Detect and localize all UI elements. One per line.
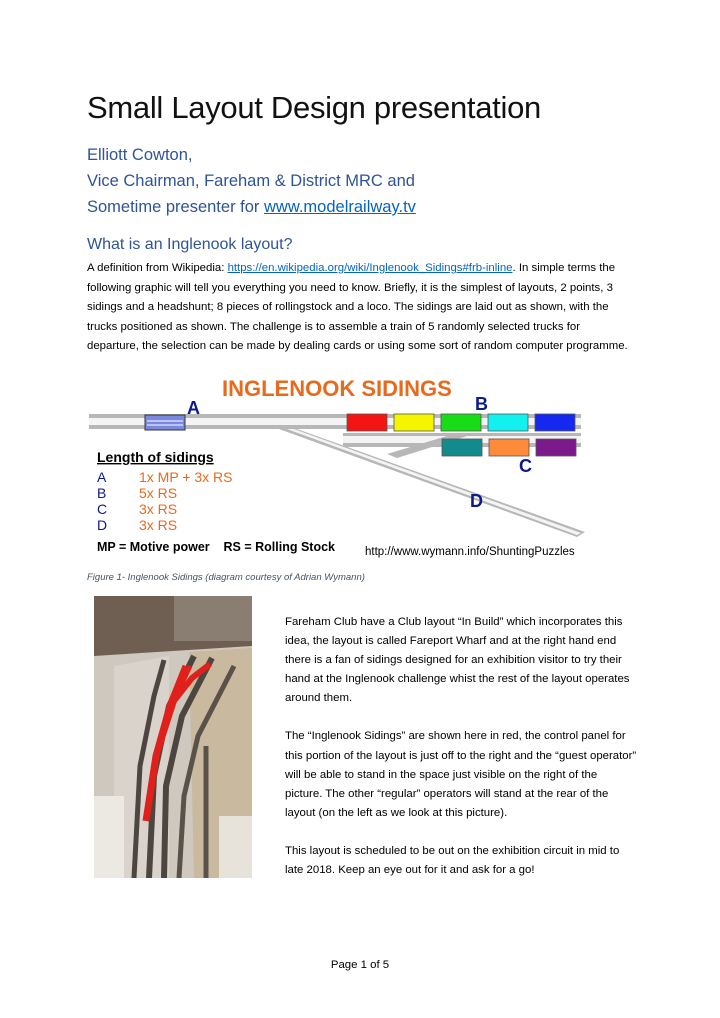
presenter-prefix: Sometime presenter for: [87, 198, 264, 216]
siding-c-wagon-2: [489, 439, 529, 456]
layout-photo: [94, 596, 252, 878]
legend-title: Length of sidings: [97, 449, 214, 465]
legend-key-a: A: [97, 469, 107, 485]
label-a: A: [187, 398, 200, 418]
author-name: Elliott Cowton,: [87, 146, 193, 164]
paragraph-2: The “Inglenook Sidings” are shown here in red, the control panel for this portion of the layout is just off to the right and the “guest operator” will be able to stand in the space just visible on the right of the picture. The other “regular” operators will stand at the rear of the layout (on the left as we look at this picture).: [285, 730, 637, 819]
siding-b-wagon-3: [441, 414, 481, 431]
inglenook-diagram: [87, 374, 592, 560]
legend: [97, 469, 233, 533]
diagram-title: INGLENOOK SIDINGS: [222, 376, 452, 401]
legend-key-c: C: [97, 501, 108, 517]
intro-rest: . In simple terms the following graphic will tell you everything you need to know. Briefly, it is the simplest of layouts, 2 points, 3 sidings and a headshunt; 8 pieces of rollingstock and a loco. The sidings are laid out as shown, with the trucks positioned as shown. The challenge is to assemble a train of 5 randomly selected trucks for departure, the selection can be made by dealing cards or using some sort of random computer programme.: [87, 262, 628, 353]
siding-c-wagons: [442, 439, 576, 456]
paragraph-3: This layout is scheduled to be out on the exhibition circuit in mid to late 2018. Keep an eye out for it and ask for a go!: [285, 844, 620, 877]
legend-key-d: D: [97, 517, 108, 533]
intro-prefix: A definition from Wikipedia:: [87, 262, 228, 274]
siding-c-wagon-1: [442, 439, 482, 456]
page-title: Small Layout Design presentation: [87, 90, 541, 125]
figure-caption: Figure 1- Inglenook Sidings (diagram courtesy of Adrian Wymann): [87, 572, 365, 583]
siding-b-wagon-4: [488, 414, 528, 431]
legend-value-a: 1x MP + 3x RS: [139, 469, 233, 485]
siding-b-wagon-2: [394, 414, 434, 431]
legend-key-b: B: [97, 485, 107, 501]
description-text: [285, 613, 637, 899]
label-b: B: [475, 394, 488, 414]
legend-value-c: 3x RS: [139, 501, 178, 517]
diagram-footnote: MP = Motive power RS = Rolling Stock: [97, 540, 336, 554]
wikipedia-link[interactable]: https://en.wikipedia.org/wiki/Inglenook_Sidings#frb-inline: [227, 262, 513, 274]
page-footer: Page 1 of 5: [330, 959, 390, 971]
label-d: D: [470, 491, 483, 511]
siding-b-wagons: [347, 414, 575, 431]
legend-value-d: 3x RS: [139, 517, 178, 533]
modelrailway-link[interactable]: www.modelrailway.tv: [264, 198, 416, 216]
label-c: C: [519, 456, 532, 476]
siding-b-wagon-1: [347, 414, 387, 431]
author-presenter: [87, 198, 416, 217]
paragraph-1: Fareham Club have a Club layout “In Build” which incorporates this idea, the layout is called Fareport Wharf and at the right hand end there is a fan of sidings designed for an exhibition visitor to try their hand at the Inglenook challenge whist the rest of the layout operates around them.: [285, 616, 630, 705]
loco: [145, 415, 185, 430]
siding-b-wagon-5: [535, 414, 575, 431]
diagram-url: http://www.wymann.info/ShuntingPuzzles: [365, 546, 575, 558]
section-heading: What is an Inglenook layout?: [87, 236, 293, 253]
intro-paragraph: [87, 259, 635, 357]
author-role: Vice Chairman, Fareham & District MRC and: [87, 172, 415, 190]
siding-c-wagon-3: [536, 439, 576, 456]
legend-value-b: 5x RS: [139, 485, 178, 501]
